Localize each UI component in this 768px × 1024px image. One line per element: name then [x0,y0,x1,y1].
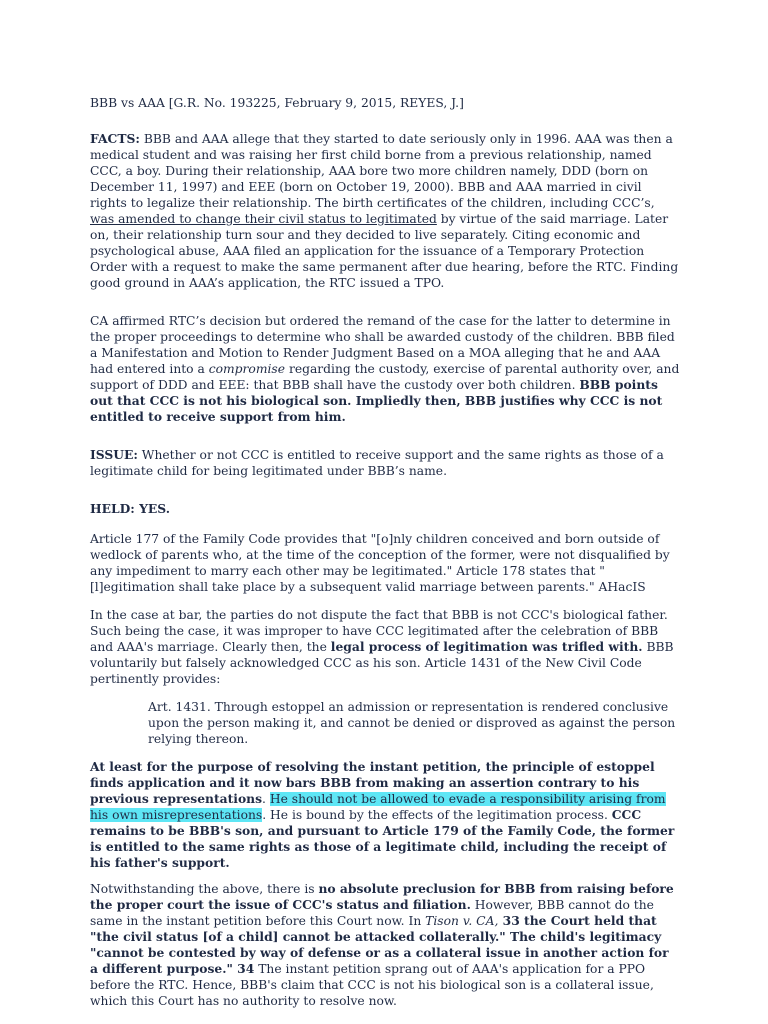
highlighted-text: He should not be allowed to evade a responsibility arising from his own misrepresentations [90,792,666,822]
estoppel-bold-2: CCC remains to be BBB's son, and pursuant to Article 179 of the Family Code, the former is entitled to the same rights as those of a legitimate child, including the receipt of his father's support. [90,807,675,870]
nw-text-2: However, BBB cannot do the same in the instant petition before this Court now. In [90,898,654,928]
bar-text-1: In the case at bar, the parties do not dispute the fact that BBB is not CCC's biological father. Such being the case, it was improper to have CCC legitimated after the celebration of BBB and AAA's marriage. Clearly then, the [90,608,668,654]
facts-underlined-text: was amended to change their civil status to legitimated [90,212,437,226]
nw-text-3: The instant petition sprang out of AAA's application for a PPO before the RTC. Hence, BBB's claim that CCC is not his biological son is a collateral issue, which this Court has no authority to resolve now. [90,962,654,1008]
issue-paragraph [90,447,680,479]
bar-bold-text: legal process of legitimation was trifled with. [330,639,643,654]
issue-label: ISSUE: [90,447,138,462]
estoppel-paragraph [90,759,680,871]
facts-text-2: by virtue of the said marriage. Later on, their relationship turn sour and they decided to live separately. Citing economic and psychological abuse, AAA filed an application for the issuance of a Temporary Protection Order with a request to make the same permanent after due hearing, before the RTC. Finding good ground in AAA’s application, the RTC issued a TPO. [90,212,679,290]
bar-text-2: BBB voluntarily but falsely acknowledged CCC as his son. Article 1431 of the New Civil Code pertinently provides: [90,640,674,686]
estoppel-separator: . [262,792,270,806]
ca-italic-compromise: compromise [208,362,286,376]
nw-italic-case: Tison v. CA, [425,914,499,928]
case-at-bar-paragraph [90,607,680,687]
held-heading: HELD: YES. [90,501,170,516]
ca-bold-text: BBB points out that CCC is not his biological son. Impliedly then, BBB justifies why CCC is not entitled to receive support from him. [90,377,663,424]
article-177-paragraph: Article 177 of the Family Code provides that "[o]nly children conceived and born outside of wedlock of parents who, at the time of the conception of the former, were not disqualified by any impediment to marry each other may be legitimated." Article 178 states that "[l]egitimation shall take place by a subsequent valid marriage between parents." AHacIS [90,532,670,594]
issue-text: Whether or not CCC is entitled to receive support and the same rights as those of a legitimate child for being legitimated under BBB’s name. [90,448,664,478]
nw-text-1: Notwithstanding the above, there is [90,882,319,896]
estoppel-bold-1: At least for the purpose of resolving the instant petition, the principle of estoppel finds application and it now bars BBB from making an assertion contrary to his previous representations [90,759,655,806]
facts-paragraph [90,131,680,291]
notwithstanding-paragraph [90,881,680,1009]
nw-bold-2: 33 the Court held that "the civil status [of a child] cannot be attacked collaterally." The child's legitimacy "cannot be contested by way of defense or as a collateral issue in another action for a different purpose." 34 [90,913,669,976]
facts-text-1: BBB and AAA allege that they started to date seriously only in 1996. AAA was then a medical student and was raising her first child borne from a previous relationship, named CCC, a boy. During their relationship, AAA bore two more children namely, DDD (born on December 11, 1997) and EEE (born on October 19, 2000). BBB and AAA married in civil rights to legalize their relationship. The birth certificates of the children, including CCC’s, [90,132,673,210]
ca-text-2: regarding the custody, exercise of parental authority over, and support of DDD and EEE: that BBB shall have the custody over both children. [90,362,680,392]
article-1431-quote: Art. 1431. Through estoppel an admission or representation is rendered conclusive upon the person making it, and cannot be denied or disproved as against the person relying thereon. [148,700,676,746]
case-title: BBB vs AAA [G.R. No. 193225, February 9, 2015, REYES, J.] [90,96,464,110]
nw-bold-1: no absolute preclusion for BBB from raising before the proper court the issue of CCC's status and filiation. [90,881,674,912]
estoppel-text-1: . He is bound by the effects of the legitimation process. [262,808,612,822]
ca-text-1: CA affirmed RTC’s decision but ordered the remand of the case for the latter to determine in the proper proceedings to determine who shall be awarded custody of the children. BBB filed a Manifestation and Motion to Render Judgment Based on a MOA alleging that he and AAA had entered into a [90,314,675,376]
facts-label: FACTS: [90,131,140,146]
ca-paragraph [90,313,680,425]
